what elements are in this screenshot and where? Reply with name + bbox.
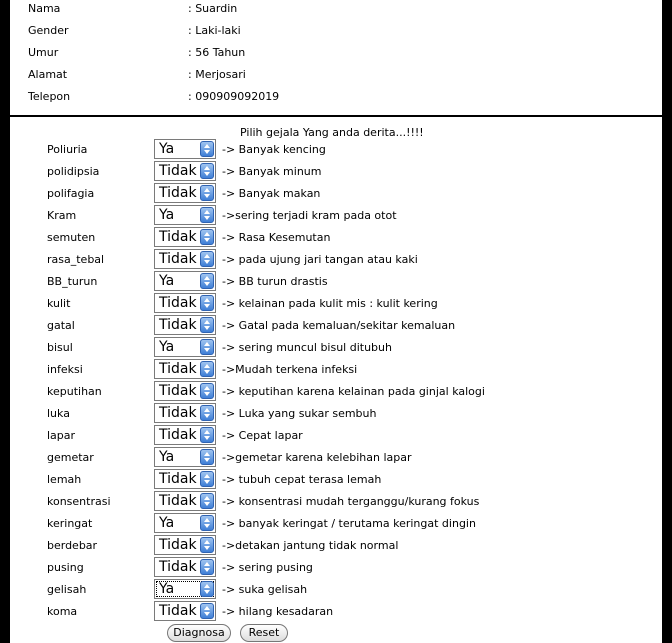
select-value: Tidak <box>159 559 197 575</box>
symptom-description: -> Banyak makan <box>222 187 321 200</box>
form-panel <box>10 0 662 643</box>
select-value: Ya <box>159 339 175 355</box>
symptom-select[interactable] <box>154 359 216 379</box>
symptom-row <box>10 381 662 403</box>
symptom-description: -> Luka yang sukar sembuh <box>222 407 377 420</box>
symptom-description: -> pada ujung jari tangan atau kaki <box>222 253 418 266</box>
symptom-description: -> banyak keringat / terutama keringat dingin <box>222 517 476 530</box>
info-label: Umur <box>28 46 59 59</box>
symptom-row <box>10 183 662 205</box>
symptom-select[interactable] <box>154 381 216 401</box>
select-value: Ya <box>159 207 175 223</box>
dropdown-arrows-icon[interactable] <box>200 339 214 355</box>
symptom-name: rasa_tebal <box>47 253 105 266</box>
dropdown-arrows-icon[interactable] <box>200 515 214 531</box>
select-value: Ya <box>159 515 175 531</box>
select-value: Tidak <box>159 471 197 487</box>
symptom-description: -> konsentrasi mudah terganggu/kurang fokus <box>222 495 480 508</box>
symptom-name: polifagia <box>47 187 95 200</box>
symptom-description: ->sering terjadi kram pada otot <box>222 209 397 222</box>
symptom-row <box>10 447 662 469</box>
symptom-select[interactable] <box>154 183 216 203</box>
diagnosa-button[interactable]: Diagnosa <box>167 624 231 642</box>
symptom-description: -> Rasa Kesemutan <box>222 231 331 244</box>
symptom-description: -> BB turun drastis <box>222 275 328 288</box>
symptom-name: keputihan <box>47 385 102 398</box>
select-value: Tidak <box>159 185 197 201</box>
symptom-row <box>10 425 662 447</box>
info-label: Nama <box>28 2 61 15</box>
symptom-select[interactable] <box>154 227 216 247</box>
symptom-description: -> Cepat lapar <box>222 429 303 442</box>
symptom-name: bisul <box>47 341 73 354</box>
symptom-description: -> keputihan karena kelainan pada ginjal kalogi <box>222 385 485 398</box>
symptom-description: -> Banyak kencing <box>222 143 326 156</box>
dropdown-arrows-icon[interactable] <box>200 185 214 201</box>
symptom-row <box>10 139 662 161</box>
symptom-description: -> hilang kesadaran <box>222 605 334 618</box>
dropdown-arrows-icon[interactable] <box>200 603 214 619</box>
info-value: : Merjosari <box>188 68 246 81</box>
symptom-description: ->Mudah terkena infeksi <box>222 363 358 376</box>
symptom-row <box>10 337 662 359</box>
dropdown-arrows-icon[interactable] <box>200 471 214 487</box>
info-label: Telepon <box>28 90 71 103</box>
symptom-name: keringat <box>47 517 93 530</box>
symptom-select[interactable] <box>154 249 216 269</box>
symptom-row <box>10 513 662 535</box>
dropdown-arrows-icon[interactable] <box>200 229 214 245</box>
dropdown-arrows-icon[interactable] <box>200 449 214 465</box>
symptom-row <box>10 601 662 623</box>
info-value: : Suardin <box>188 2 238 15</box>
symptom-name: semuten <box>47 231 96 244</box>
symptom-select[interactable] <box>154 469 216 489</box>
dropdown-arrows-icon[interactable] <box>200 295 214 311</box>
dropdown-arrows-icon[interactable] <box>200 537 214 553</box>
select-value: Tidak <box>159 163 197 179</box>
reset-button[interactable]: Reset <box>240 624 288 642</box>
symptom-name: koma <box>47 605 78 618</box>
symptom-select[interactable] <box>154 535 216 555</box>
dropdown-arrows-icon[interactable] <box>200 273 214 289</box>
symptom-select[interactable] <box>154 403 216 423</box>
symptom-row <box>10 293 662 315</box>
select-value: Ya <box>159 273 175 289</box>
info-value: : 56 Tahun <box>188 46 246 59</box>
symptom-name: BB_turun <box>47 275 98 288</box>
symptom-name: infeksi <box>47 363 83 376</box>
symptom-select[interactable] <box>154 513 216 533</box>
symptom-select[interactable] <box>154 557 216 577</box>
info-label: Gender <box>28 24 69 37</box>
select-value: Tidak <box>159 493 197 509</box>
symptom-select[interactable] <box>154 337 216 357</box>
symptom-select[interactable] <box>154 579 216 599</box>
dropdown-arrows-icon[interactable] <box>200 207 214 223</box>
symptom-select[interactable] <box>154 315 216 335</box>
dropdown-arrows-icon[interactable] <box>200 405 214 421</box>
symptom-name: Kram <box>47 209 77 222</box>
symptom-select[interactable] <box>154 447 216 467</box>
dropdown-arrows-icon[interactable] <box>200 581 214 597</box>
symptom-description: ->gemetar karena kelebihan lapar <box>222 451 412 464</box>
symptom-name: kulit <box>47 297 71 310</box>
select-value: Tidak <box>159 229 197 245</box>
symptom-row <box>10 271 662 293</box>
symptom-row <box>10 227 662 249</box>
symptom-row <box>10 249 662 271</box>
symptom-row <box>10 315 662 337</box>
symptom-description: -> tubuh cepat terasa lemah <box>222 473 382 486</box>
select-value: Tidak <box>159 427 197 443</box>
info-value: : Laki-laki <box>188 24 241 37</box>
select-value: Tidak <box>159 405 197 421</box>
select-value: Tidak <box>159 383 197 399</box>
symptom-name: Poliuria <box>47 143 88 156</box>
symptom-select[interactable] <box>154 425 216 445</box>
dropdown-arrows-icon[interactable] <box>200 493 214 509</box>
select-value: Ya <box>159 449 175 465</box>
symptom-row <box>10 161 662 183</box>
symptom-name: gemetar <box>47 451 94 464</box>
symptom-select[interactable] <box>154 161 216 181</box>
symptom-select[interactable] <box>154 293 216 313</box>
info-label: Alamat <box>28 68 68 81</box>
select-value: Tidak <box>159 537 197 553</box>
symptom-row <box>10 557 662 579</box>
symptom-name: luka <box>47 407 70 420</box>
dropdown-arrows-icon[interactable] <box>200 361 214 377</box>
select-value: Ya <box>159 581 175 597</box>
select-value: Tidak <box>159 295 197 311</box>
symptom-name: lapar <box>47 429 76 442</box>
dropdown-arrows-icon[interactable] <box>200 163 214 179</box>
symptom-row <box>10 579 662 601</box>
symptom-select[interactable] <box>154 271 216 291</box>
symptom-select[interactable] <box>154 139 216 159</box>
symptom-name: gatal <box>47 319 75 332</box>
symptom-name: lemah <box>47 473 82 486</box>
symptom-row <box>10 359 662 381</box>
dropdown-arrows-icon[interactable] <box>200 383 214 399</box>
symptom-description: -> Banyak minum <box>222 165 322 178</box>
divider <box>10 115 662 117</box>
symptom-row <box>10 491 662 513</box>
symptom-select[interactable] <box>154 601 216 621</box>
symptom-name: pusing <box>47 561 84 574</box>
select-value: Ya <box>159 141 175 157</box>
info-value: : 090909092019 <box>188 90 280 103</box>
symptom-select[interactable] <box>154 205 216 225</box>
symptom-description: -> sering pusing <box>222 561 313 574</box>
select-value: Tidak <box>159 251 197 267</box>
symptom-row <box>10 403 662 425</box>
symptom-description: -> suka gelisah <box>222 583 308 596</box>
symptom-description: -> Gatal pada kemaluan/sekitar kemaluan <box>222 319 456 332</box>
dropdown-arrows-icon[interactable] <box>200 317 214 333</box>
symptom-row <box>10 535 662 557</box>
instruction-text: Pilih gejala Yang anda derita...!!!! <box>240 126 424 139</box>
symptom-description: -> kelainan pada kulit mis : kulit kering <box>222 297 438 310</box>
dropdown-arrows-icon[interactable] <box>200 251 214 267</box>
dropdown-arrows-icon[interactable] <box>200 559 214 575</box>
symptom-select[interactable] <box>154 491 216 511</box>
select-value: Tidak <box>159 317 197 333</box>
symptom-name: gelisah <box>47 583 87 596</box>
symptom-name: berdebar <box>47 539 98 552</box>
symptom-name: polidipsia <box>47 165 100 178</box>
symptom-row <box>10 205 662 227</box>
symptom-description: ->detakan jantung tidak normal <box>222 539 399 552</box>
dropdown-arrows-icon[interactable] <box>200 427 214 443</box>
symptom-name: konsentrasi <box>47 495 111 508</box>
select-value: Tidak <box>159 361 197 377</box>
select-value: Tidak <box>159 603 197 619</box>
symptom-row <box>10 469 662 491</box>
dropdown-arrows-icon[interactable] <box>200 141 214 157</box>
symptom-description: -> sering muncul bisul ditubuh <box>222 341 392 354</box>
